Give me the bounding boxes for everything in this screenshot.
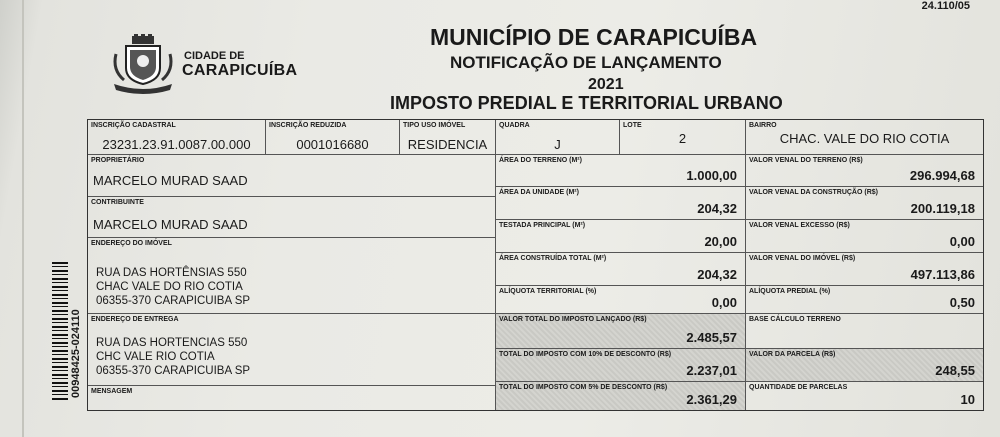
lote-value: 2 — [678, 131, 687, 146]
aliquota-territorial-cell — [496, 286, 746, 314]
aliquota-predial-label: ALÍQUOTA PREDIAL (%) — [749, 288, 831, 295]
total-lancado-value: 2.485,57 — [686, 330, 737, 345]
mensagem-label: MENSAGEM — [91, 388, 133, 395]
mensagem-cell — [88, 386, 496, 410]
aliquota-territorial-value: 0,00 — [711, 295, 737, 310]
qtd-parcelas-cell — [746, 382, 983, 410]
inscricao-reduzida-value: 0001016680 — [296, 137, 369, 152]
proprietario-label: PROPRIETÁRIO — [91, 157, 145, 164]
valor-parcela-value: 248,55 — [935, 363, 975, 378]
qtd-parcelas-value: 10 — [960, 392, 975, 407]
aliquota-predial-value: 0,50 — [949, 295, 975, 310]
title-municipality: MUNICÍPIO DE CARAPICUÍBA — [430, 24, 758, 50]
quadra-value: J — [554, 137, 561, 152]
bairro-cell — [746, 120, 983, 155]
tipo-uso-label: TIPO USO IMÓVEL — [403, 122, 466, 129]
quadra-cell — [496, 120, 620, 155]
endereco-entrega-address — [96, 336, 250, 378]
testada-label: TESTADA PRINCIPAL (M²) — [499, 222, 586, 229]
testada-value: 20,00 — [704, 234, 737, 249]
endereco-imovel-cell — [88, 238, 496, 314]
endereco-entrega-line: 06355-370 CARAPICUIBA SP — [96, 365, 251, 377]
desconto-5-cell — [496, 382, 746, 410]
area-unidade-label: ÁREA DA UNIDADE (M²) — [499, 189, 579, 196]
endereco-entrega-cell — [88, 314, 496, 386]
venal-terreno-cell — [746, 155, 983, 187]
area-construida-label: ÁREA CONSTRUÍDA TOTAL (M²) — [499, 255, 607, 262]
barcode-number: 00948425-024110 — [70, 309, 82, 398]
desconto-5-value: 2.361,29 — [686, 392, 737, 407]
venal-construcao-cell — [746, 187, 983, 220]
total-lancado-cell — [496, 314, 746, 349]
bairro-label: BAIRRO — [749, 122, 777, 129]
title-notice: NOTIFICAÇÃO DE LANÇAMENTO — [450, 53, 722, 72]
city-small-text: CIDADE DE — [184, 50, 245, 62]
area-terreno-cell — [496, 155, 746, 187]
venal-imovel-label: VALOR VENAL DO IMÓVEL (R$) — [749, 255, 856, 262]
coat-of-arms-icon — [108, 34, 178, 94]
inscricao-cadastral-label: INSCRIÇÃO CADASTRAL — [91, 122, 176, 129]
valor-parcela-label: VALOR DA PARCELA (R$) — [749, 351, 836, 358]
endereco-entrega-line: CHC VALE RIO COTIA — [96, 351, 215, 363]
title-tax: IMPOSTO PREDIAL E TERRITORIAL URBANO — [390, 93, 783, 113]
quadra-label: QUADRA — [499, 122, 530, 129]
area-construida-cell — [496, 253, 746, 286]
page-fold — [22, 0, 24, 437]
desconto-10-value: 2.237,01 — [686, 363, 737, 378]
proprietario-value: MARCELO MURAD SAAD — [93, 173, 248, 188]
venal-excesso-label: VALOR VENAL EXCESSO (R$) — [749, 222, 850, 229]
testada-cell — [496, 220, 746, 253]
city-name: CARAPICUÍBA — [182, 62, 298, 79]
venal-construcao-label: VALOR VENAL DA CONSTRUÇÃO (R$) — [749, 189, 878, 196]
valor-parcela-cell — [746, 349, 983, 382]
venal-imovel-cell — [746, 253, 983, 286]
endereco-imovel-line: CHAC VALE DO RIO COTIA — [96, 281, 243, 293]
contribuinte-label: CONTRIBUINTE — [91, 199, 144, 206]
bairro-value: CHAC. VALE DO RIO COTIA — [779, 131, 950, 146]
base-calculo-cell — [746, 314, 983, 349]
inscricao-cadastral-value: 23231.23.91.0087.00.000 — [102, 137, 251, 152]
venal-excesso-cell — [746, 220, 983, 253]
area-unidade-value: 204,32 — [697, 201, 737, 216]
venal-excesso-value: 0,00 — [949, 234, 975, 249]
endereco-imovel-line: 06355-370 CARAPICUIBA SP — [96, 295, 251, 307]
area-unidade-cell — [496, 187, 746, 220]
tipo-uso-value: RESIDENCIA — [407, 137, 488, 152]
endereco-imovel-address — [96, 266, 250, 308]
area-construida-value: 204,32 — [697, 267, 737, 282]
notice-form — [87, 119, 984, 411]
desconto-10-cell — [496, 349, 746, 382]
desconto-10-label: TOTAL DO IMPOSTO COM 10% DE DESCONTO (R$) — [499, 351, 672, 358]
total-lancado-label: VALOR TOTAL DO IMPOSTO LANÇADO (R$) — [499, 316, 647, 323]
desconto-5-label: TOTAL DO IMPOSTO COM 5% DE DESCONTO (R$) — [499, 384, 668, 391]
inscricao-reduzida-label: INSCRIÇÃO REDUZIDA — [269, 122, 347, 129]
inscricao-cadastral-cell — [88, 120, 266, 155]
form-code: 24.110/05 — [921, 0, 970, 12]
aliquota-territorial-label: ALÍQUOTA TERRITORIAL (%) — [499, 288, 597, 295]
endereco-entrega-line: RUA DAS HORTENCIAS 550 — [96, 337, 248, 349]
barcode-graphic — [52, 262, 68, 402]
aliquota-predial-cell — [746, 286, 983, 314]
area-terreno-label: ÁREA DO TERRENO (M²) — [499, 157, 582, 164]
base-calculo-label: BASE CÁLCULO TERRENO — [749, 316, 841, 323]
area-terreno-value: 1.000,00 — [686, 168, 737, 183]
endereco-entrega-label: ENDEREÇO DE ENTREGA — [91, 316, 179, 323]
venal-terreno-value: 296.994,68 — [909, 168, 975, 183]
venal-terreno-label: VALOR VENAL DO TERRENO (R$) — [749, 157, 863, 164]
endereco-imovel-line: RUA DAS HORTÊNSIAS 550 — [96, 267, 247, 279]
endereco-imovel-label: ENDEREÇO DO IMÓVEL — [91, 240, 172, 247]
contribuinte-cell — [88, 197, 496, 238]
proprietario-cell — [88, 155, 496, 197]
tipo-uso-cell — [400, 120, 496, 155]
venal-construcao-value: 200.119,18 — [910, 201, 975, 216]
venal-imovel-value: 497.113,86 — [910, 267, 975, 282]
contribuinte-value: MARCELO MURAD SAAD — [93, 217, 248, 232]
title-year: 2021 — [588, 76, 624, 93]
lote-cell — [620, 120, 746, 155]
qtd-parcelas-label: QUANTIDADE DE PARCELAS — [749, 384, 848, 391]
lote-label: LOTE — [623, 122, 642, 129]
inscricao-reduzida-cell — [266, 120, 400, 155]
